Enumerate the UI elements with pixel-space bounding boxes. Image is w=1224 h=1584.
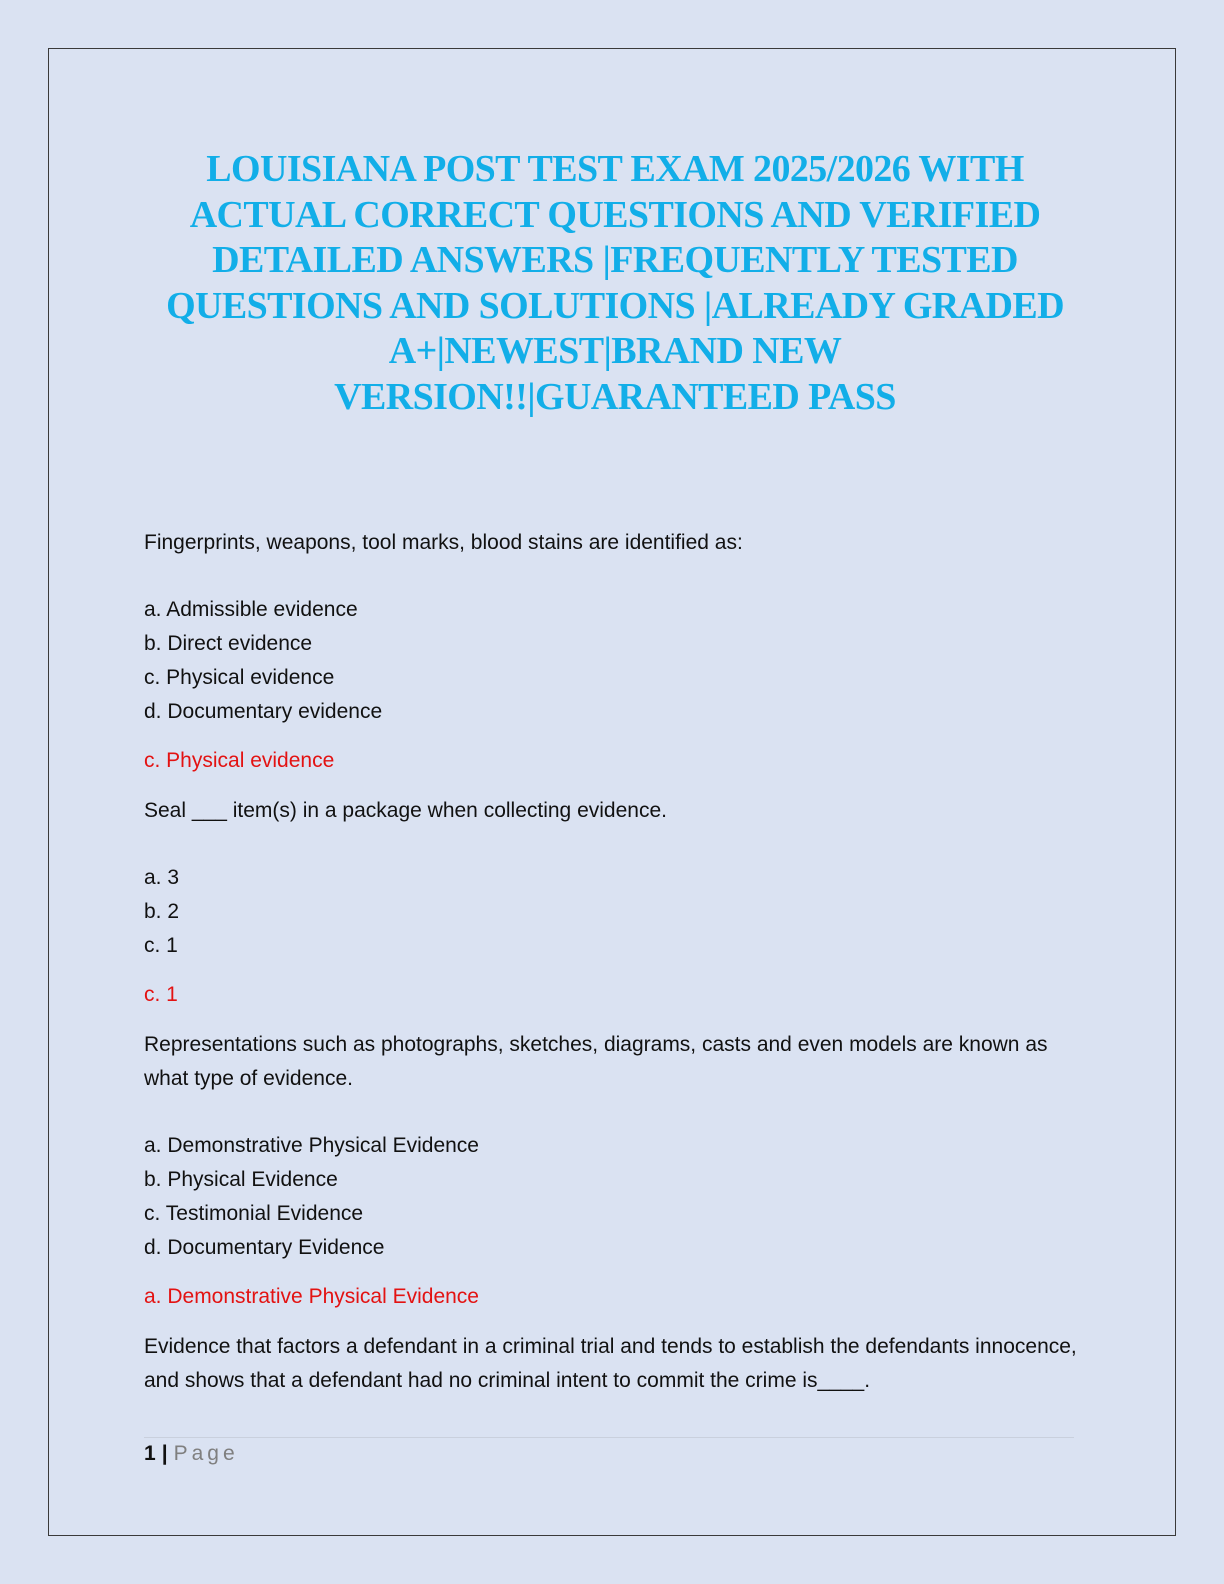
option-item: a. Demonstrative Physical Evidence: [144, 1134, 479, 1157]
option-item: c. Testimonial Evidence: [144, 1202, 364, 1225]
option-list: [144, 593, 1084, 729]
question-block: [144, 1330, 1084, 1398]
correct-answer: a. Demonstrative Physical Evidence: [144, 1285, 479, 1308]
question-text: Fingerprints, weapons, tool marks, blood stains are identified as:: [144, 531, 743, 554]
footer-divider: [144, 1437, 1074, 1438]
option-item: c. Physical evidence: [144, 666, 335, 689]
footer-separator: |: [161, 1442, 168, 1465]
question-block: [144, 526, 1084, 778]
document-title: [130, 147, 1100, 420]
question-block: [144, 1028, 1084, 1314]
option-item: a. 3: [144, 866, 180, 889]
question-text: Representations such as photographs, sketches, diagrams, casts and even models are known as what type of evidence.: [144, 1033, 1048, 1090]
option-item: d. Documentary Evidence: [144, 1236, 385, 1259]
option-item: c. 1: [144, 934, 178, 957]
question-text: Evidence that factors a defendant in a criminal trial and tends to establish the defendants innocence, and shows that a defendant had no criminal intent to commit the crime is____.: [144, 1335, 1077, 1392]
question-list: [144, 526, 1084, 1398]
option-item: b. Direct evidence: [144, 632, 313, 655]
option-list: [144, 861, 1084, 963]
title-line: A+|NEWEST|BRAND NEW: [388, 330, 842, 372]
title-line: VERSION!!|GUARANTEED PASS: [334, 375, 896, 418]
question-text: Seal ___ item(s) in a package when collecting evidence.: [144, 799, 667, 822]
option-item: b. Physical Evidence: [144, 1168, 338, 1191]
title-line: DETAILED ANSWERS |FREQUENTLY TESTED: [212, 239, 1018, 281]
correct-answer: c. 1: [144, 983, 178, 1006]
option-list: [144, 1129, 1084, 1265]
correct-answer: c. Physical evidence: [144, 749, 335, 772]
page-number: 1: [144, 1442, 156, 1465]
question-block: [144, 794, 1084, 1012]
title-line: LOUISIANA POST TEST EXAM 2025/2026 WITH: [206, 148, 1024, 190]
option-item: d. Documentary evidence: [144, 700, 383, 723]
page-footer: [144, 1440, 239, 1468]
option-item: a. Admissible evidence: [144, 598, 358, 621]
title-line: ACTUAL CORRECT QUESTIONS AND VERIFIED: [189, 193, 1041, 236]
option-item: b. 2: [144, 900, 180, 923]
page-label: Page: [173, 1442, 239, 1465]
title-line: QUESTIONS AND SOLUTIONS |ALREADY GRADED: [166, 284, 1064, 327]
